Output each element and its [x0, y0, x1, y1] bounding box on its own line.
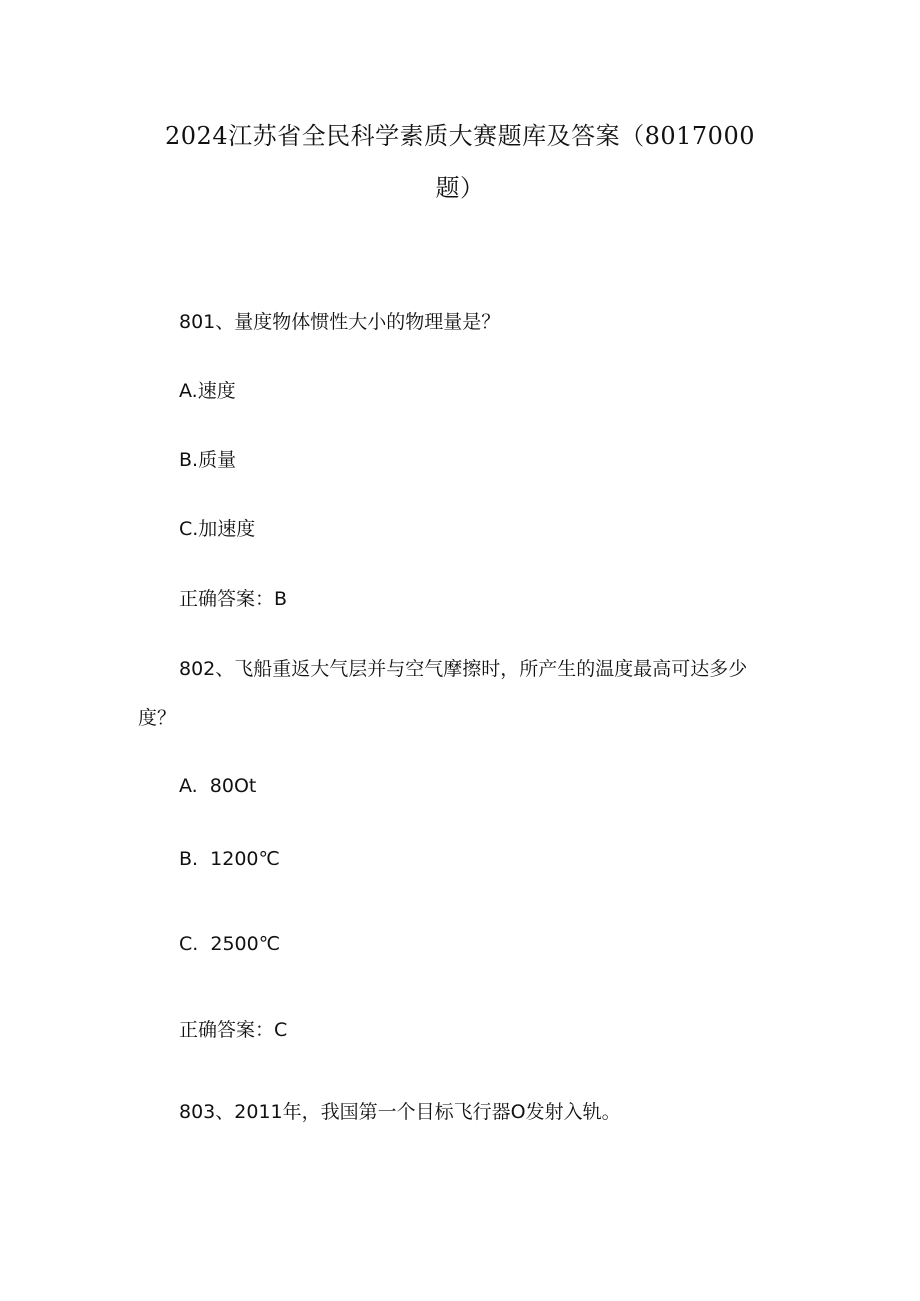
- question-802-option-c: C. 2500℃: [179, 933, 281, 955]
- question-802-stem-line-1: 802、飞船重返大气层并与空气摩擦时，所产生的温度最高可达多少: [179, 658, 748, 680]
- question-803-stem: 803、2011年，我国第一个目标飞行器O发射入轨。: [179, 1101, 621, 1123]
- question-801-option-a: A.速度: [179, 380, 236, 402]
- question-801-stem: 801、量度物体惯性大小的物理量是？: [179, 311, 501, 333]
- document-title-line-2: 题）: [435, 174, 485, 202]
- question-801-option-c: C.加速度: [179, 518, 256, 540]
- question-801-answer: 正确答案：B: [179, 588, 288, 610]
- question-802-answer: 正确答案：C: [179, 1019, 288, 1041]
- question-802-stem-line-2: 度？: [138, 707, 177, 729]
- question-802-option-a: A. 80Ot: [179, 775, 257, 797]
- question-802-option-b: B. 1200℃: [179, 848, 280, 870]
- document-title-line-1: 2024江苏省全民科学素质大赛题库及答案（8017000: [165, 122, 755, 150]
- question-801-option-b: B.质量: [179, 449, 237, 471]
